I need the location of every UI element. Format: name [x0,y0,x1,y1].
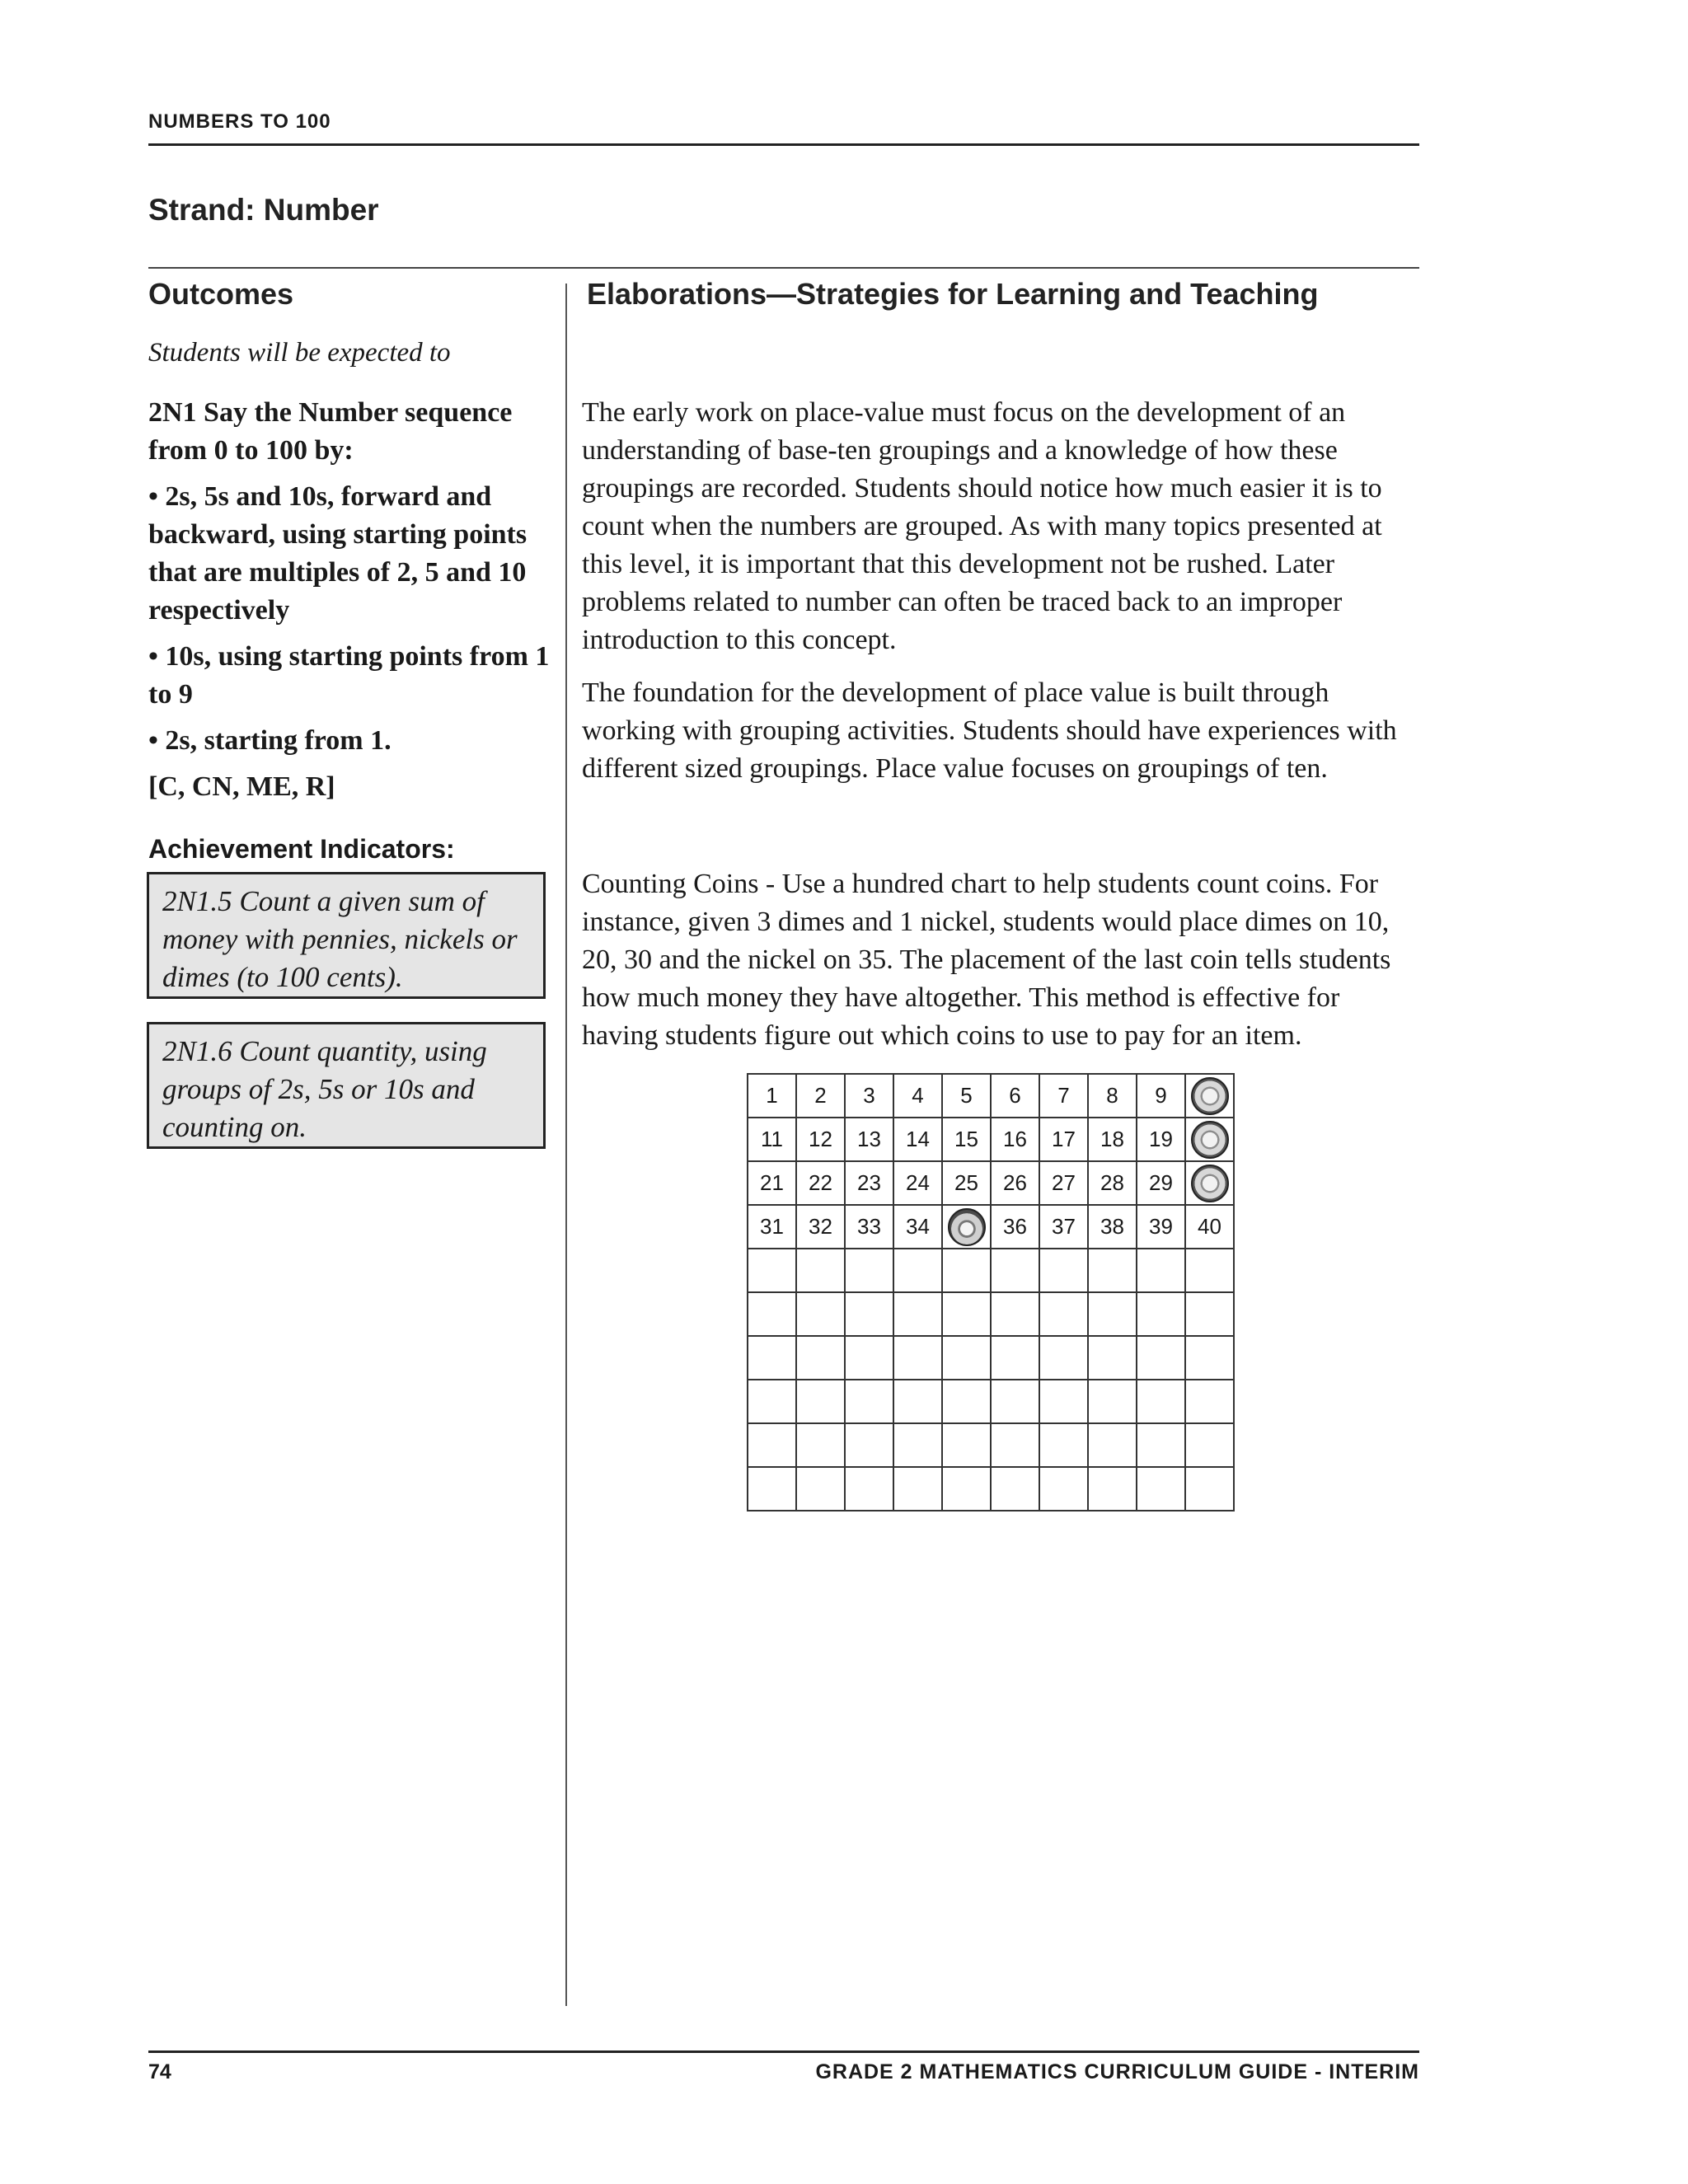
chart-cell: 21 [748,1161,796,1205]
running-header: NUMBERS TO 100 [148,110,331,133]
chart-cell: 4 [893,1074,942,1118]
chart-cell [942,1292,991,1336]
chart-cell [1185,1467,1234,1511]
chart-cell: 18 [1088,1118,1137,1161]
outcome-title: 2N1 Say the Number sequence from 0 to 100 by: [148,397,513,466]
chart-cell [1088,1292,1137,1336]
chart-row [748,1380,1234,1423]
chart-cell: 5 [942,1074,991,1118]
chart-cell [1185,1074,1234,1118]
chart-cell [893,1467,942,1511]
chart-cell [845,1423,893,1467]
chart-cell: 32 [796,1205,845,1249]
chart-cell [1185,1249,1234,1292]
chart-cell [748,1467,796,1511]
chart-cell [748,1423,796,1467]
chart-row [748,1292,1234,1336]
chart-cell [1088,1336,1137,1380]
chart-cell [1039,1467,1088,1511]
chart-cell: 39 [1137,1205,1185,1249]
chart-cell: 9 [1137,1074,1185,1118]
chart-cell [991,1249,1039,1292]
chart-row [748,1118,1234,1161]
chart-row [748,1423,1234,1467]
footer-rule [148,2050,1419,2053]
chart-cell [1185,1292,1234,1336]
chart-cell [1137,1423,1185,1467]
chart-cell [1185,1161,1234,1205]
chart-cell [748,1292,796,1336]
chart-cell [1137,1336,1185,1380]
section-rule [148,267,1419,269]
dime-icon [1191,1121,1229,1159]
chart-cell: 29 [1137,1161,1185,1205]
chart-cell: 7 [1039,1074,1088,1118]
chart-cell [1039,1249,1088,1292]
chart-cell [1039,1423,1088,1467]
chart-cell: 40 [1185,1205,1234,1249]
header-rule [148,143,1419,146]
chart-cell: 15 [942,1118,991,1161]
chart-cell: 34 [893,1205,942,1249]
chart-cell: 22 [796,1161,845,1205]
chart-cell [942,1336,991,1380]
chart-cell [1137,1249,1185,1292]
chart-cell [893,1336,942,1380]
elaboration-paragraph: Counting Coins - Use a hundred chart to help students count coins. For instance, given 3 dimes and 1 nickel, students would place dimes on 10, 20, 30 and the nickel on 35. The placement of the last coin tells students how much money they have altogether. This method is effective for having students figure out which coins to use to pay for an item. [582,869,1391,1051]
chart-cell [748,1336,796,1380]
chart-cell [796,1423,845,1467]
chart-cell [845,1249,893,1292]
chart-cell: 36 [991,1205,1039,1249]
chart-cell: 26 [991,1161,1039,1205]
elaborations-heading: Elaborations—Strategies for Learning and Teaching [587,277,1319,311]
outcome-bullet: • 10s, using starting points from 1 to 9 [148,641,550,710]
chart-cell [1088,1467,1137,1511]
chart-cell [1137,1467,1185,1511]
chart-cell: 23 [845,1161,893,1205]
chart-cell [991,1336,1039,1380]
chart-cell [748,1249,796,1292]
chart-cell [991,1423,1039,1467]
chart-cell: 24 [893,1161,942,1205]
chart-cell: 25 [942,1161,991,1205]
chart-cell [1185,1118,1234,1161]
chart-cell [991,1380,1039,1423]
chart-cell [1137,1292,1185,1336]
chart-row [748,1467,1234,1511]
outcome-bullet: • 2s, starting from 1. [148,725,392,756]
chart-cell [942,1423,991,1467]
chart-cell [942,1380,991,1423]
chart-cell [991,1292,1039,1336]
indicator-box: 2N1.5 Count a given sum of money with pennies, nickels or dimes (to 100 cents). [147,872,546,999]
chart-cell [1185,1423,1234,1467]
hundred-chart [747,1073,1235,1511]
chart-cell [991,1467,1039,1511]
chart-cell: 2 [796,1074,845,1118]
chart-cell: 14 [893,1118,942,1161]
chart-cell: 3 [845,1074,893,1118]
expected-text: Students will be expected to [148,338,451,368]
chart-cell [845,1380,893,1423]
chart-cell [796,1336,845,1380]
chart-cell [893,1423,942,1467]
chart-cell: 12 [796,1118,845,1161]
chart-cell: 17 [1039,1118,1088,1161]
outcome-block [148,394,556,814]
column-divider [565,284,567,2006]
chart-cell [1088,1380,1137,1423]
chart-cell: 8 [1088,1074,1137,1118]
chart-cell: 33 [845,1205,893,1249]
chart-cell [796,1380,845,1423]
chart-cell: 6 [991,1074,1039,1118]
chart-cell [1185,1380,1234,1423]
chart-cell: 11 [748,1118,796,1161]
chart-cell [1039,1380,1088,1423]
chart-cell: 1 [748,1074,796,1118]
chart-cell [845,1467,893,1511]
strand-title: Strand: Number [148,193,379,227]
chart-cell [893,1292,942,1336]
chart-cell [1088,1249,1137,1292]
achievement-heading: Achievement Indicators: [148,834,455,864]
chart-cell [796,1249,845,1292]
chart-cell: 13 [845,1118,893,1161]
chart-cell [942,1467,991,1511]
page-number: 74 [148,2060,171,2083]
elaboration-paragraph: The foundation for the development of place value is built through working with grouping activities. Students should have experiences with different sized groupings. Place value focuses on groupings of ten. [582,677,1397,784]
indicator-box: 2N1.6 Count quantity, using groups of 2s, 5s or 10s and counting on. [147,1022,546,1149]
elaboration-paragraph: The early work on place-value must focus on the development of an understanding of base-ten groupings and a knowledge of how these groupings are recorded. Students should notice how much easier it is to count when the numbers are grouped. As with many topics presented at this level, it is important that this development not be rushed. Later problems related to number can often be traced back to an improper introduction to this concept. [582,397,1382,655]
chart-cell [748,1380,796,1423]
dime-icon [1191,1077,1229,1115]
chart-cell [942,1205,991,1249]
chart-cell: 27 [1039,1161,1088,1205]
outcome-bullet: • 2s, 5s and 10s, forward and backward, using starting points that are multiples of 2, 5 and 10 respectively [148,481,528,626]
outcomes-heading: Outcomes [148,277,294,311]
chart-cell [845,1336,893,1380]
process-standards: [C, CN, ME, R] [148,771,335,802]
chart-cell [1039,1292,1088,1336]
chart-cell [845,1292,893,1336]
chart-cell: 38 [1088,1205,1137,1249]
chart-row [748,1074,1234,1118]
chart-cell [796,1292,845,1336]
chart-cell: 31 [748,1205,796,1249]
chart-cell [1088,1423,1137,1467]
chart-cell [893,1380,942,1423]
chart-cell [942,1249,991,1292]
chart-cell [1185,1336,1234,1380]
chart-row [748,1249,1234,1292]
chart-row [748,1205,1234,1249]
chart-cell [796,1467,845,1511]
nickel-icon [948,1208,986,1246]
chart-cell [893,1249,942,1292]
chart-cell: 16 [991,1118,1039,1161]
chart-row [748,1161,1234,1205]
chart-cell [1039,1336,1088,1380]
chart-cell: 37 [1039,1205,1088,1249]
chart-row [748,1336,1234,1380]
footer-title: GRADE 2 MATHEMATICS CURRICULUM GUIDE - INTERIM [815,2060,1419,2083]
dime-icon [1191,1165,1229,1202]
chart-cell [1137,1380,1185,1423]
chart-cell: 28 [1088,1161,1137,1205]
chart-cell: 19 [1137,1118,1185,1161]
